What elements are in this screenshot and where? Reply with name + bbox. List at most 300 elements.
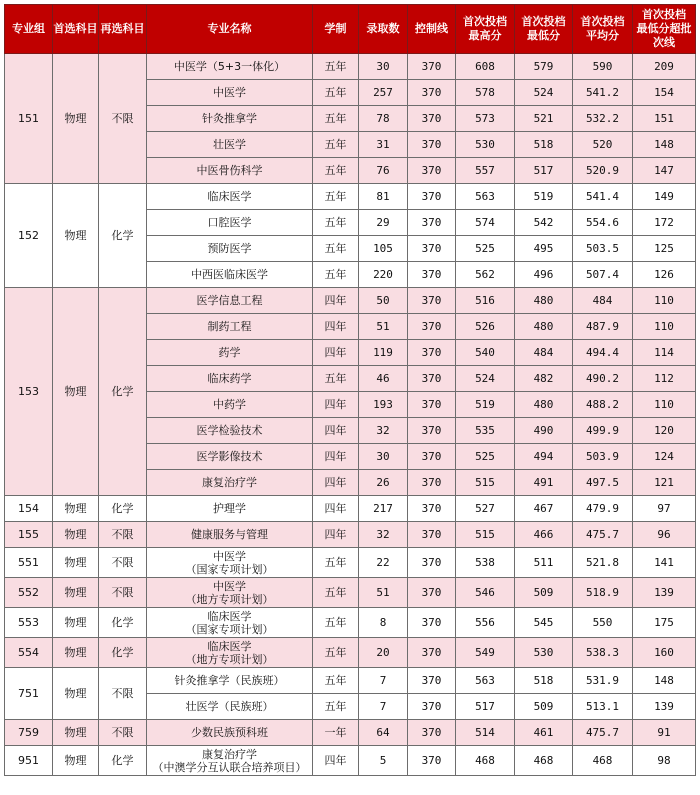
cell-admitted: 22	[359, 548, 408, 578]
cell-years: 四年	[313, 418, 359, 444]
cell-min-score: 495	[515, 236, 573, 262]
cell-over-line: 96	[633, 522, 696, 548]
header-label: 录取数	[366, 22, 400, 35]
cell-admitted: 20	[359, 638, 408, 668]
major-name-line: 制药工程	[207, 320, 252, 333]
cell-years: 五年	[313, 578, 359, 608]
cell-second-subject: 化学	[99, 638, 147, 668]
cell-min-score: 467	[515, 496, 573, 522]
cell-max-score: 517	[456, 694, 515, 720]
header-label: 平均分	[586, 29, 619, 42]
cell-group: 154	[5, 496, 53, 522]
cell-years: 四年	[313, 392, 359, 418]
cell-second-subject: 化学	[99, 288, 147, 496]
header-label: 首次投档	[580, 15, 625, 28]
header-col-years	[313, 5, 359, 54]
table-row	[5, 548, 696, 578]
major-name-line: 壮医学（民族班）	[185, 700, 274, 713]
cell-min-score: 521	[515, 106, 573, 132]
admission-scores-table	[4, 4, 696, 776]
cell-max-score: 515	[456, 470, 515, 496]
cell-avg-score: 488.2	[573, 392, 633, 418]
major-name-line: 少数民族预科班	[191, 726, 268, 739]
cell-second-subject: 不限	[99, 522, 147, 548]
cell-control-line: 370	[408, 470, 456, 496]
cell-avg-score: 479.9	[573, 496, 633, 522]
cell-avg-score: 503.9	[573, 444, 633, 470]
header-label: 首次投档	[463, 15, 507, 28]
cell-admitted: 119	[359, 340, 408, 366]
cell-years: 四年	[313, 444, 359, 470]
cell-avg-score: 520.9	[573, 158, 633, 184]
major-name-line: 临床药学	[207, 372, 252, 385]
cell-group: 554	[5, 638, 53, 668]
cell-min-score: 519	[515, 184, 573, 210]
cell-avg-score: 490.2	[573, 366, 633, 392]
table-row	[5, 608, 696, 638]
cell-max-score: 525	[456, 236, 515, 262]
cell-control-line: 370	[408, 522, 456, 548]
cell-second-subject: 不限	[99, 54, 147, 184]
table-row	[5, 522, 696, 548]
cell-years: 四年	[313, 522, 359, 548]
cell-max-score: 563	[456, 184, 515, 210]
cell-avg-score: 590	[573, 54, 633, 80]
cell-major-name	[147, 392, 313, 418]
cell-years: 四年	[313, 314, 359, 340]
major-name-line: 中药学	[213, 398, 246, 411]
header-col-control-line	[408, 5, 456, 54]
cell-min-score: 461	[515, 720, 573, 746]
cell-avg-score: 507.4	[573, 262, 633, 288]
cell-first-subject: 物理	[53, 720, 99, 746]
major-name-line: 中医学（5+3一体化）	[173, 60, 286, 73]
cell-group: 552	[5, 578, 53, 608]
major-name-line: 中医学	[213, 86, 246, 99]
cell-over-line: 175	[633, 608, 696, 638]
cell-max-score: 535	[456, 418, 515, 444]
cell-avg-score: 532.2	[573, 106, 633, 132]
cell-major-name	[147, 262, 313, 288]
cell-max-score: 563	[456, 668, 515, 694]
cell-max-score: 562	[456, 262, 515, 288]
table-row	[5, 496, 696, 522]
cell-avg-score: 541.2	[573, 80, 633, 106]
cell-major-name	[147, 548, 313, 578]
header-label: 最低分	[527, 29, 560, 42]
cell-over-line: 151	[633, 106, 696, 132]
cell-min-score: 468	[515, 746, 573, 776]
cell-avg-score: 550	[573, 608, 633, 638]
cell-major-name	[147, 236, 313, 262]
cell-max-score: 574	[456, 210, 515, 236]
cell-over-line: 148	[633, 668, 696, 694]
cell-years: 五年	[313, 236, 359, 262]
cell-admitted: 31	[359, 132, 408, 158]
cell-min-score: 496	[515, 262, 573, 288]
cell-control-line: 370	[408, 80, 456, 106]
cell-avg-score: 475.7	[573, 522, 633, 548]
table-row	[5, 288, 696, 314]
cell-group: 152	[5, 184, 53, 288]
cell-control-line: 370	[408, 314, 456, 340]
cell-max-score: 538	[456, 548, 515, 578]
cell-over-line: 126	[633, 262, 696, 288]
header-col-over-line	[633, 5, 696, 54]
cell-max-score: 525	[456, 444, 515, 470]
cell-max-score: 549	[456, 638, 515, 668]
header-label: 控制线	[415, 22, 448, 35]
header-label: 专业组	[12, 22, 45, 35]
cell-first-subject: 物理	[53, 608, 99, 638]
cell-control-line: 370	[408, 288, 456, 314]
cell-second-subject: 化学	[99, 184, 147, 288]
cell-avg-score: 497.5	[573, 470, 633, 496]
cell-over-line: 125	[633, 236, 696, 262]
cell-group: 551	[5, 548, 53, 578]
header-label: 首选科目	[53, 22, 98, 35]
cell-years: 五年	[313, 668, 359, 694]
major-name-line: （中澳学分互认联合培养项目）	[152, 760, 307, 774]
cell-avg-score: 487.9	[573, 314, 633, 340]
header-label: 首次投档	[521, 15, 566, 28]
cell-major-name	[147, 746, 313, 776]
cell-avg-score: 531.9	[573, 668, 633, 694]
cell-admitted: 220	[359, 262, 408, 288]
cell-min-score: 509	[515, 578, 573, 608]
cell-first-subject: 物理	[53, 746, 99, 776]
cell-years: 四年	[313, 746, 359, 776]
cell-second-subject: 化学	[99, 496, 147, 522]
cell-control-line: 370	[408, 444, 456, 470]
cell-major-name	[147, 470, 313, 496]
cell-avg-score: 499.9	[573, 418, 633, 444]
cell-admitted: 32	[359, 418, 408, 444]
cell-min-score: 480	[515, 314, 573, 340]
cell-admitted: 8	[359, 608, 408, 638]
cell-first-subject: 物理	[53, 668, 99, 720]
cell-min-score: 579	[515, 54, 573, 80]
table-row	[5, 638, 696, 668]
cell-years: 五年	[313, 158, 359, 184]
cell-over-line: 139	[633, 578, 696, 608]
cell-years: 四年	[313, 288, 359, 314]
major-name-line: （国家专项计划）	[185, 622, 274, 636]
cell-control-line: 370	[408, 720, 456, 746]
cell-second-subject: 不限	[99, 720, 147, 746]
cell-max-score: 573	[456, 106, 515, 132]
major-name-line: 壮医学	[213, 138, 246, 151]
cell-max-score: 540	[456, 340, 515, 366]
cell-group: 553	[5, 608, 53, 638]
cell-over-line: 121	[633, 470, 696, 496]
cell-major-name	[147, 608, 313, 638]
cell-first-subject: 物理	[53, 578, 99, 608]
cell-control-line: 370	[408, 262, 456, 288]
cell-control-line: 370	[408, 638, 456, 668]
cell-major-name	[147, 638, 313, 668]
cell-first-subject: 物理	[53, 496, 99, 522]
cell-years: 五年	[313, 210, 359, 236]
cell-group: 153	[5, 288, 53, 496]
table-row	[5, 668, 696, 694]
cell-max-score: 556	[456, 608, 515, 638]
cell-control-line: 370	[408, 340, 456, 366]
cell-years: 五年	[313, 366, 359, 392]
cell-second-subject: 不限	[99, 578, 147, 608]
header-col-admitted	[359, 5, 408, 54]
cell-first-subject: 物理	[53, 288, 99, 496]
cell-over-line: 147	[633, 158, 696, 184]
cell-major-name	[147, 668, 313, 694]
table-body	[5, 54, 696, 776]
cell-over-line: 172	[633, 210, 696, 236]
cell-min-score: 466	[515, 522, 573, 548]
cell-major-name	[147, 288, 313, 314]
cell-avg-score: 494.4	[573, 340, 633, 366]
cell-major-name	[147, 80, 313, 106]
cell-major-name	[147, 578, 313, 608]
cell-control-line: 370	[408, 236, 456, 262]
cell-min-score: 482	[515, 366, 573, 392]
cell-min-score: 542	[515, 210, 573, 236]
cell-over-line: 141	[633, 548, 696, 578]
cell-over-line: 110	[633, 314, 696, 340]
cell-over-line: 148	[633, 132, 696, 158]
cell-min-score: 480	[515, 288, 573, 314]
cell-major-name	[147, 496, 313, 522]
cell-min-score: 509	[515, 694, 573, 720]
cell-major-name	[147, 132, 313, 158]
cell-control-line: 370	[408, 132, 456, 158]
header-label: 最低分超批	[636, 22, 692, 35]
table-row	[5, 54, 696, 80]
cell-min-score: 524	[515, 80, 573, 106]
cell-control-line: 370	[408, 548, 456, 578]
cell-control-line: 370	[408, 496, 456, 522]
cell-control-line: 370	[408, 366, 456, 392]
cell-max-score: 546	[456, 578, 515, 608]
cell-min-score: 518	[515, 668, 573, 694]
cell-second-subject: 化学	[99, 608, 147, 638]
cell-years: 五年	[313, 132, 359, 158]
header-label: 最高分	[468, 29, 502, 42]
cell-admitted: 78	[359, 106, 408, 132]
cell-max-score: 578	[456, 80, 515, 106]
cell-second-subject: 化学	[99, 746, 147, 776]
cell-admitted: 29	[359, 210, 408, 236]
cell-control-line: 370	[408, 608, 456, 638]
cell-min-score: 518	[515, 132, 573, 158]
cell-avg-score: 538.3	[573, 638, 633, 668]
cell-major-name	[147, 340, 313, 366]
cell-over-line: 154	[633, 80, 696, 106]
major-name-line: 中西医临床医学	[191, 268, 268, 281]
major-name-line: 预防医学	[207, 242, 252, 255]
cell-max-score: 557	[456, 158, 515, 184]
cell-major-name	[147, 444, 313, 470]
cell-min-score: 490	[515, 418, 573, 444]
header-col-min-score	[515, 5, 573, 54]
cell-min-score: 530	[515, 638, 573, 668]
header-row	[5, 5, 696, 54]
cell-avg-score: 518.9	[573, 578, 633, 608]
cell-admitted: 51	[359, 578, 408, 608]
cell-first-subject: 物理	[53, 184, 99, 288]
cell-control-line: 370	[408, 578, 456, 608]
cell-max-score: 519	[456, 392, 515, 418]
cell-avg-score: 541.4	[573, 184, 633, 210]
cell-control-line: 370	[408, 184, 456, 210]
cell-over-line: 98	[633, 746, 696, 776]
header-col-major-name	[147, 5, 313, 54]
cell-min-score: 545	[515, 608, 573, 638]
cell-major-name	[147, 314, 313, 340]
major-name-line: 医学影像技术	[196, 450, 263, 463]
major-name-line: 口腔医学	[207, 216, 252, 229]
header-label: 专业名称	[207, 22, 252, 35]
major-name-line: 药学	[218, 346, 241, 359]
cell-admitted: 76	[359, 158, 408, 184]
major-name-line: 中医学	[213, 549, 246, 563]
cell-years: 四年	[313, 496, 359, 522]
major-name-line: 健康服务与管理	[191, 528, 268, 541]
major-name-line: 中医学	[213, 579, 246, 593]
cell-max-score: 527	[456, 496, 515, 522]
major-name-line: 针灸推拿学（民族班）	[174, 674, 285, 687]
header-col-max-score	[456, 5, 515, 54]
table-row	[5, 184, 696, 210]
major-name-line: （国家专项计划）	[185, 562, 274, 576]
cell-major-name	[147, 720, 313, 746]
cell-over-line: 91	[633, 720, 696, 746]
cell-over-line: 112	[633, 366, 696, 392]
table-row	[5, 578, 696, 608]
cell-major-name	[147, 210, 313, 236]
cell-group: 155	[5, 522, 53, 548]
cell-major-name	[147, 694, 313, 720]
cell-admitted: 46	[359, 366, 408, 392]
cell-max-score: 516	[456, 288, 515, 314]
cell-group: 951	[5, 746, 53, 776]
cell-admitted: 193	[359, 392, 408, 418]
cell-control-line: 370	[408, 668, 456, 694]
cell-admitted: 5	[359, 746, 408, 776]
cell-control-line: 370	[408, 746, 456, 776]
cell-max-score: 530	[456, 132, 515, 158]
cell-control-line: 370	[408, 694, 456, 720]
cell-max-score: 515	[456, 522, 515, 548]
header-col-first-subject	[53, 5, 99, 54]
cell-avg-score: 468	[573, 746, 633, 776]
table-row	[5, 746, 696, 776]
major-name-line: 医学信息工程	[196, 294, 263, 307]
cell-avg-score: 521.8	[573, 548, 633, 578]
cell-max-score: 524	[456, 366, 515, 392]
cell-group: 151	[5, 54, 53, 184]
major-name-line: 临床医学	[207, 639, 252, 653]
header-label: 次线	[653, 36, 675, 49]
cell-avg-score: 554.6	[573, 210, 633, 236]
cell-control-line: 370	[408, 210, 456, 236]
cell-avg-score: 503.5	[573, 236, 633, 262]
cell-admitted: 30	[359, 444, 408, 470]
cell-avg-score: 484	[573, 288, 633, 314]
table-row	[5, 720, 696, 746]
cell-min-score: 484	[515, 340, 573, 366]
major-name-line: 中医骨伤科学	[196, 164, 263, 177]
cell-over-line: 124	[633, 444, 696, 470]
cell-over-line: 97	[633, 496, 696, 522]
cell-years: 五年	[313, 184, 359, 210]
header-label: 首次投档	[642, 8, 686, 21]
cell-over-line: 120	[633, 418, 696, 444]
cell-first-subject: 物理	[53, 548, 99, 578]
cell-group: 759	[5, 720, 53, 746]
header-col-second-subject	[99, 5, 147, 54]
cell-min-score: 494	[515, 444, 573, 470]
major-name-line: 康复治疗学	[202, 476, 257, 489]
cell-over-line: 110	[633, 392, 696, 418]
cell-first-subject: 物理	[53, 54, 99, 184]
major-name-line: 针灸推拿学	[202, 112, 257, 125]
cell-max-score: 468	[456, 746, 515, 776]
cell-admitted: 217	[359, 496, 408, 522]
cell-admitted: 50	[359, 288, 408, 314]
cell-admitted: 64	[359, 720, 408, 746]
cell-major-name	[147, 418, 313, 444]
cell-years: 一年	[313, 720, 359, 746]
cell-major-name	[147, 522, 313, 548]
cell-years: 五年	[313, 106, 359, 132]
cell-second-subject: 不限	[99, 548, 147, 578]
major-name-line: 康复治疗学	[202, 747, 257, 761]
cell-admitted: 30	[359, 54, 408, 80]
cell-control-line: 370	[408, 418, 456, 444]
cell-first-subject: 物理	[53, 638, 99, 668]
cell-first-subject: 物理	[53, 522, 99, 548]
cell-control-line: 370	[408, 54, 456, 80]
admission-scores-table-container	[4, 4, 695, 776]
header-label: 再选科目	[100, 22, 145, 35]
cell-min-score: 480	[515, 392, 573, 418]
cell-years: 四年	[313, 470, 359, 496]
cell-major-name	[147, 54, 313, 80]
cell-min-score: 511	[515, 548, 573, 578]
cell-avg-score: 513.1	[573, 694, 633, 720]
cell-years: 五年	[313, 608, 359, 638]
cell-group: 751	[5, 668, 53, 720]
cell-years: 五年	[313, 54, 359, 80]
cell-years: 四年	[313, 340, 359, 366]
cell-admitted: 26	[359, 470, 408, 496]
cell-years: 五年	[313, 262, 359, 288]
cell-admitted: 7	[359, 694, 408, 720]
cell-years: 五年	[313, 80, 359, 106]
major-name-line: （地方专项计划）	[185, 592, 274, 606]
cell-over-line: 209	[633, 54, 696, 80]
cell-max-score: 526	[456, 314, 515, 340]
cell-admitted: 257	[359, 80, 408, 106]
cell-min-score: 517	[515, 158, 573, 184]
cell-years: 五年	[313, 638, 359, 668]
cell-second-subject: 不限	[99, 668, 147, 720]
cell-max-score: 608	[456, 54, 515, 80]
cell-control-line: 370	[408, 158, 456, 184]
cell-admitted: 51	[359, 314, 408, 340]
major-name-line: 临床医学	[207, 609, 252, 623]
cell-control-line: 370	[408, 106, 456, 132]
